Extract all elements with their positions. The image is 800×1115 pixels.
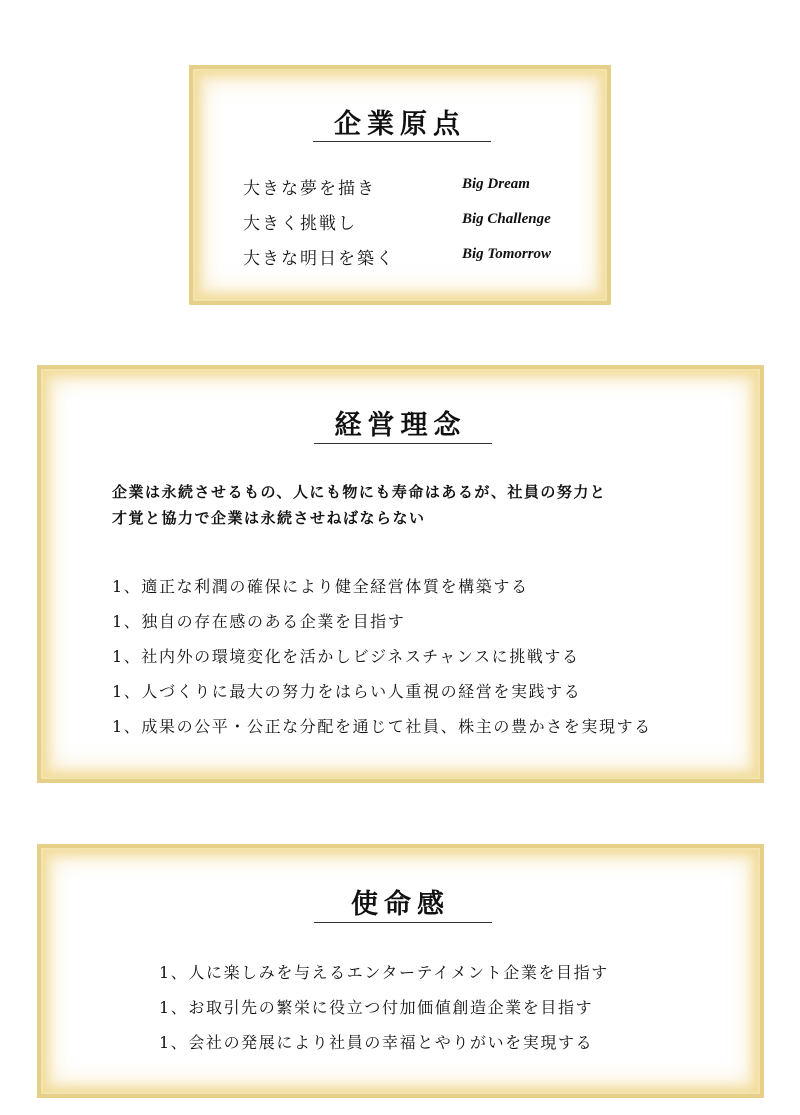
- origin-row-jp: 大きな明日を築く: [243, 249, 395, 269]
- management-philosophy-title: 経営理念: [334, 410, 467, 441]
- philosophy-lead-line: 企業は永続させるもの、人にも物にも寿命はあるが、社員の努力と: [112, 483, 607, 501]
- philosophy-item: 1、独自の存在感のある企業を目指す: [112, 612, 406, 631]
- mission-item: 1、お取引先の繁栄に役立つ付加価値創造企業を目指す: [159, 998, 594, 1017]
- origin-row-en: Big Dream: [462, 176, 530, 192]
- origin-row-jp: 大きな夢を描き: [243, 179, 376, 199]
- philosophy-item: 1、成果の公平・公正な分配を通じて社員、株主の豊かさを実現する: [112, 717, 652, 736]
- title-underline: [313, 141, 491, 142]
- corporate-origin-panel: [189, 65, 611, 305]
- origin-row: [243, 209, 583, 237]
- mission-title: 使命感: [351, 889, 450, 920]
- corporate-origin-title: 企業原点: [334, 109, 466, 140]
- philosophy-lead-statement: [112, 479, 712, 531]
- management-philosophy-panel: [37, 365, 764, 783]
- philosophy-lead-line: 才覚と協力で企業は永続させねばならない: [112, 509, 426, 527]
- origin-row-en: Big Challenge: [462, 211, 551, 227]
- mission-item: 1、人に楽しみを与えるエンターテイメント企業を目指す: [159, 963, 609, 982]
- philosophy-item: 1、人づくりに最大の努力をはらい人重視の経営を実践する: [112, 682, 582, 701]
- origin-row-en: Big Tomorrow: [462, 246, 552, 262]
- origin-row: [243, 244, 583, 272]
- philosophy-item: 1、適正な利潤の確保により健全経営体質を構築する: [112, 577, 529, 596]
- title-underline: [314, 443, 492, 444]
- origin-row-jp: 大きく挑戦し: [243, 214, 357, 234]
- philosophy-item: 1、社内外の環境変化を活かしビジネスチャンスに挑戦する: [112, 647, 580, 666]
- origin-row: [243, 174, 583, 202]
- mission-panel: [37, 844, 764, 1098]
- title-underline: [314, 922, 492, 923]
- mission-item: 1、会社の発展により社員の幸福とやりがいを実現する: [159, 1033, 594, 1052]
